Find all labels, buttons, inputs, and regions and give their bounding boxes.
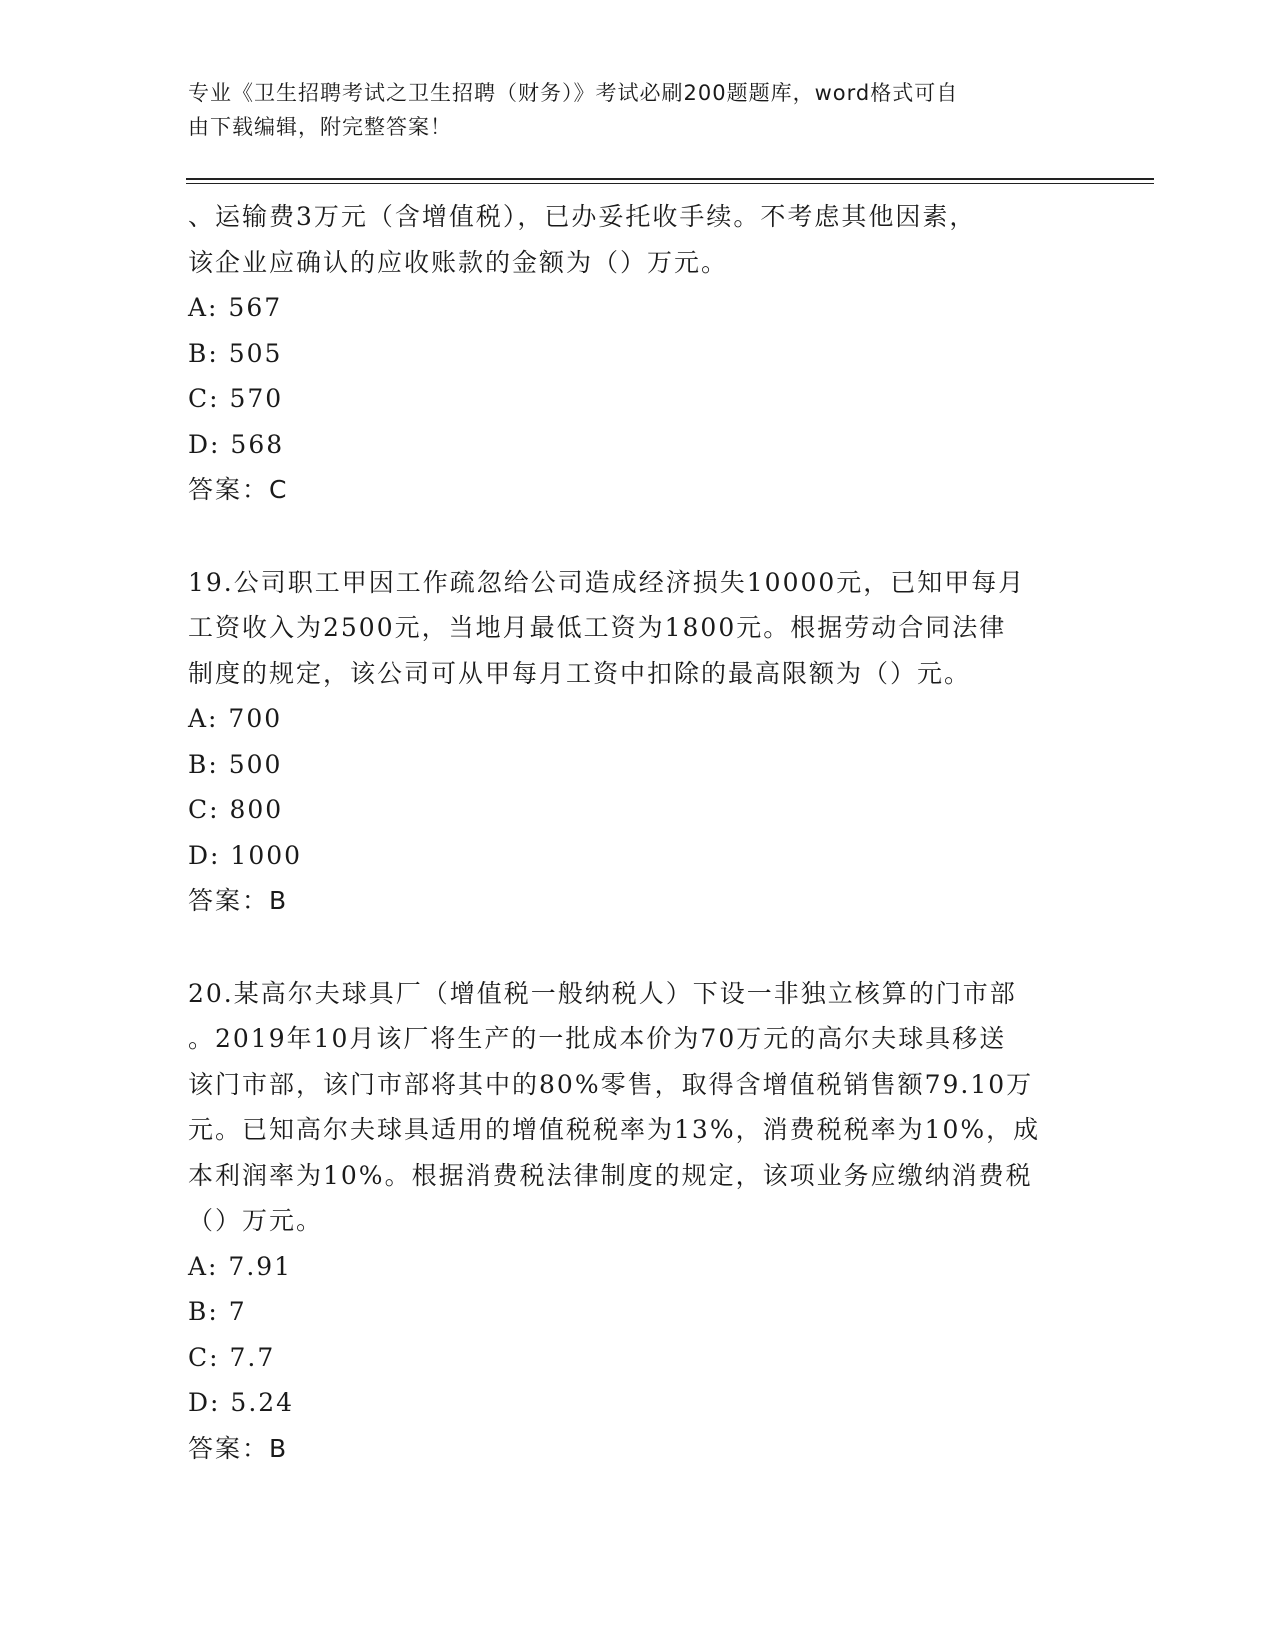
question-20	[188, 971, 1088, 1472]
document-header	[188, 76, 1068, 144]
question-19-text-line: 工资收入为2500元，当地月最低工资为1800元。根据劳动合同法律	[188, 613, 1007, 642]
question-19-option-b: B: 500	[188, 749, 283, 779]
question-18-option-b: B: 505	[188, 338, 283, 368]
question-20-option-c: C: 7.7	[188, 1342, 276, 1372]
header-divider-thick	[186, 178, 1154, 180]
question-19-answer: 答案：B	[188, 886, 289, 915]
question-19	[188, 560, 1088, 924]
header-divider-thin	[186, 183, 1154, 184]
question-19-option-c: C: 800	[188, 795, 284, 824]
question-19-option-a: A: 700	[188, 704, 283, 733]
question-20-option-a: A: 7.91	[188, 1251, 293, 1281]
question-18-option-a: A: 567	[188, 293, 283, 322]
question-20-text-line: （）万元。	[188, 1206, 324, 1235]
question-20-text-line: 本利润率为10%。根据消费税法律制度的规定，该项业务应缴纳消费税	[188, 1160, 1033, 1190]
question-20-answer: 答案：B	[188, 1433, 289, 1463]
questions-content	[188, 194, 1088, 1471]
question-18	[188, 194, 1088, 513]
question-20-text-line: 。2019年10月该厂将生产的一批成本价为70万元的高尔夫球具移送	[188, 1024, 1007, 1053]
question-19-text-line: 19.公司职工甲因工作疏忽给公司造成经济损失10000元，已知甲每月	[188, 567, 1026, 597]
header-line-1: 专业《卫生招聘考试之卫生招聘（财务）》考试必刷200题题库，word格式可自	[188, 81, 959, 105]
question-20-text-line: 元。已知高尔夫球具适用的增值税税率为13%，消费税税率为10%，成	[188, 1115, 1041, 1144]
question-18-option-d: D: 568	[188, 429, 285, 459]
header-line-2: 由下载编辑，附完整答案！	[188, 115, 452, 139]
question-18-option-c: C: 570	[188, 384, 284, 413]
question-18-answer: 答案：C	[188, 475, 289, 504]
question-spacer	[188, 513, 1088, 560]
question-spacer	[188, 924, 1088, 971]
question-19-option-d: D: 1000	[188, 840, 303, 870]
question-18-text-line: 、运输费3万元（含增值税），已办妥托收手续。不考虑其他因素，	[188, 202, 977, 231]
question-18-text-line: 该企业应确认的应收账款的金额为（）万元。	[188, 247, 729, 277]
question-20-option-d: D: 5.24	[188, 1388, 295, 1417]
question-20-option-b: B: 7	[188, 1297, 247, 1326]
question-20-text-line: 20.某高尔夫球具厂（增值税一般纳税人）下设一非独立核算的门市部	[188, 978, 1017, 1008]
question-19-text-line: 制度的规定，该公司可从甲每月工资中扣除的最高限额为（）元。	[188, 658, 972, 688]
question-20-text-line: 该门市部，该门市部将其中的80%零售，取得含增值税销售额79.10万	[188, 1069, 1034, 1099]
